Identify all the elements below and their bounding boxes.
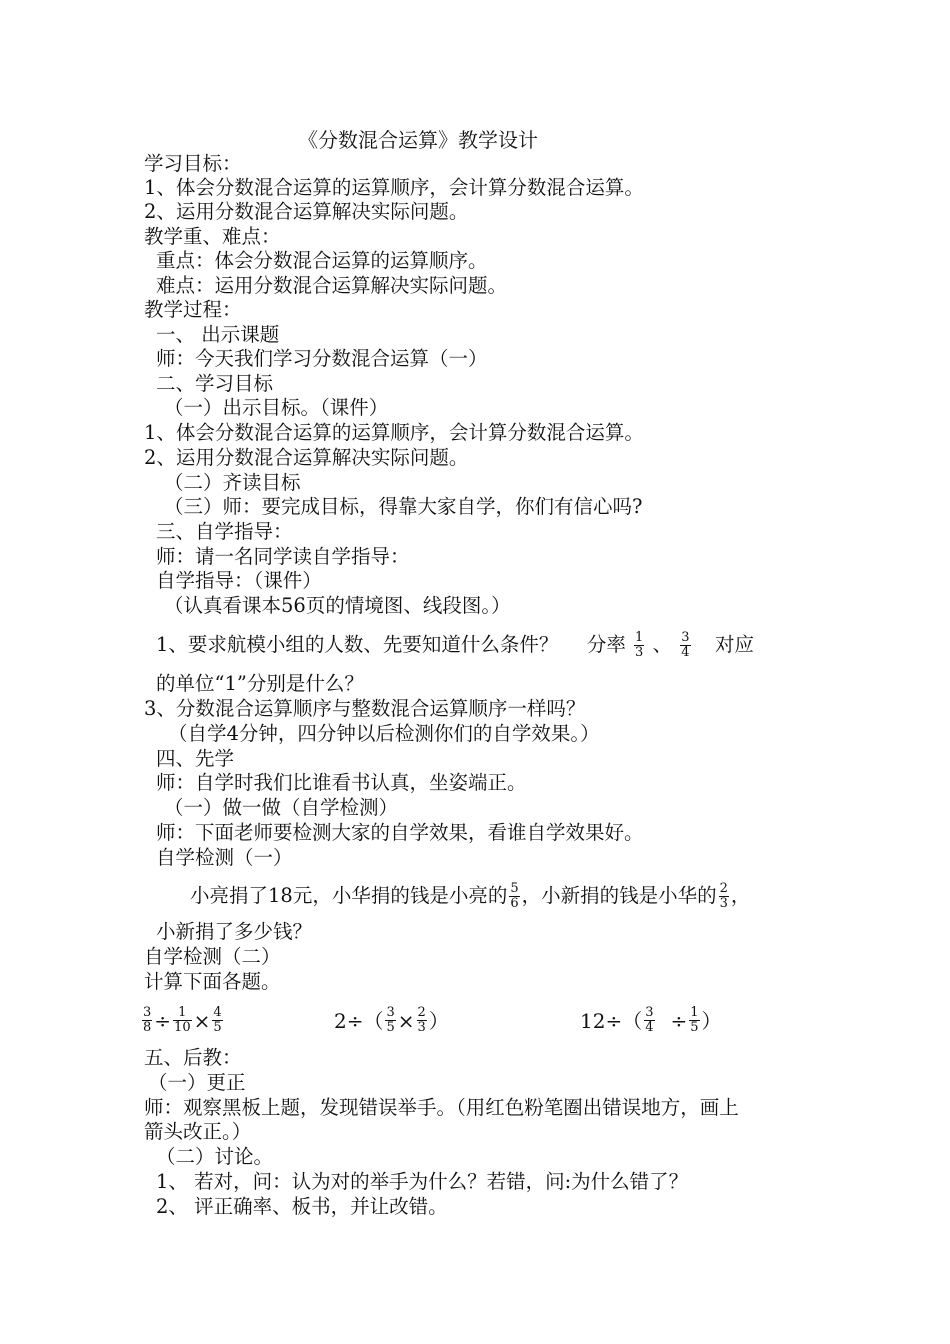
expression-close: ）: [428, 1008, 449, 1033]
text-line: 自学检测（二）: [144, 945, 281, 968]
text-line: 五、后教：: [144, 1046, 242, 1069]
text-line: 箭头改正。）: [144, 1120, 252, 1143]
text-line: 师：观察黑板上题，发现错误举手。（用红色粉笔圈出错误地方，画上: [144, 1096, 739, 1119]
problem-text: ，: [730, 884, 751, 907]
text-line: 2、运用分数混合运算解决实际问题。: [144, 446, 469, 469]
text-line: （三）师：要完成目标，得靠大家自学，你们有信心吗?: [164, 495, 643, 518]
text-line: （一）出示目标。（课件）: [164, 396, 389, 419]
text-line: 1、体会分数混合运算的运算顺序，会计算分数混合运算。: [144, 176, 644, 199]
fraction: $\frac{1}{5}$: [690, 1005, 699, 1035]
text-line: 2、运用分数混合运算解决实际问题。: [144, 200, 469, 223]
text-line: （二）齐读目标: [164, 471, 301, 494]
text-line: 师：下面老师要检测大家的自学效果，看谁自学效果好。: [156, 821, 644, 844]
text-line: （一）做一做（自学检测）: [164, 796, 399, 819]
question-1-text: 1、要求航模小组的人数、先要知道什么条件？: [156, 633, 559, 656]
problem-text: ，小新捐的钱是小华的: [521, 884, 717, 907]
question-1-end: 对应: [714, 633, 754, 656]
operator: ÷: [670, 1008, 688, 1033]
text-line: （一）更正: [148, 1071, 246, 1094]
text-line: 教学重、难点：: [144, 225, 281, 248]
expression-lead: 2÷（: [334, 1008, 384, 1033]
text-line: 小新捐了多少钱？: [156, 920, 313, 943]
text-line: 自学指导：（课件）: [156, 569, 322, 592]
fraction: $\frac{1}{10}$: [174, 1005, 191, 1035]
text-line: （自学4分钟，四分钟以后检测你们的自学效果。）: [168, 722, 600, 745]
question-1: [156, 628, 754, 662]
text-line: （认真看课本56页的情境图、线段图。）: [164, 594, 511, 617]
operator: ×: [193, 1008, 211, 1033]
operator: ×: [397, 1008, 415, 1033]
text-line: 难点：运用分数混合运算解决实际问题。: [156, 274, 508, 297]
text-line: 2、 评正确率、板书，并让改错。: [156, 1195, 448, 1218]
operator: ÷: [154, 1008, 172, 1033]
text-line: 师：请一名同学读自学指导：: [156, 545, 410, 568]
text-line: 师：今天我们学习分数混合运算（一）: [156, 347, 488, 370]
fraction: $\frac{3}{5}$: [386, 1005, 395, 1035]
text-line: 一、 出示课题: [156, 323, 280, 346]
question-1-mid: 分率: [586, 633, 626, 656]
text-line: 的单位“1”分别是什么？: [156, 672, 364, 695]
text-line: 重点：体会分数混合运算的运算顺序。: [156, 249, 488, 272]
fraction: $\frac{2}{3}$: [719, 881, 728, 911]
fraction: $\frac{5}{6}$: [510, 881, 519, 911]
text-line: 计算下面各题。: [144, 970, 281, 993]
expression-3: [580, 998, 722, 1042]
text-line: 二、学习目标: [156, 372, 274, 395]
text-line: 学习目标：: [144, 152, 242, 175]
text-line: 师：自学时我们比谁看书认真，坐姿端正。: [156, 771, 527, 794]
fraction: $\frac{4}{5}$: [213, 1005, 222, 1035]
text-line: 四、先学: [156, 747, 235, 770]
fraction: $\frac{1}{3}$: [635, 630, 644, 660]
text-line: 3、分数混合运算顺序与整数混合运算顺序一样吗？: [144, 697, 586, 720]
expression-2: [334, 998, 449, 1042]
text-line: （二）讨论。: [156, 1145, 274, 1168]
expression-close: ）: [701, 1008, 722, 1033]
expression-1: [140, 998, 225, 1042]
text-line: 三、自学指导：: [156, 520, 293, 543]
word-problem: [190, 877, 750, 915]
expression-lead: 12÷（: [580, 1008, 643, 1033]
problem-text: 小亮捐了18元，小华捐的钱是小亮的: [190, 884, 508, 907]
text-line: 1、 若对，问：认为对的举手为什么？若错，问:为什么错了？: [156, 1170, 689, 1193]
separator: 、: [652, 633, 673, 656]
text-line: 自学检测（一）: [156, 846, 293, 869]
text-line: 1、体会分数混合运算的运算顺序，会计算分数混合运算。: [144, 421, 644, 444]
fraction: $\frac{3}{8}$: [143, 1005, 152, 1035]
page-title: 《分数混合运算》教学设计: [298, 128, 538, 152]
text-line: 教学过程：: [144, 298, 242, 321]
fraction: $\frac{3}{4}$: [681, 630, 690, 660]
fraction: $\frac{2}{3}$: [417, 1005, 426, 1035]
fraction: $\frac{3}{4}$: [645, 1005, 654, 1035]
